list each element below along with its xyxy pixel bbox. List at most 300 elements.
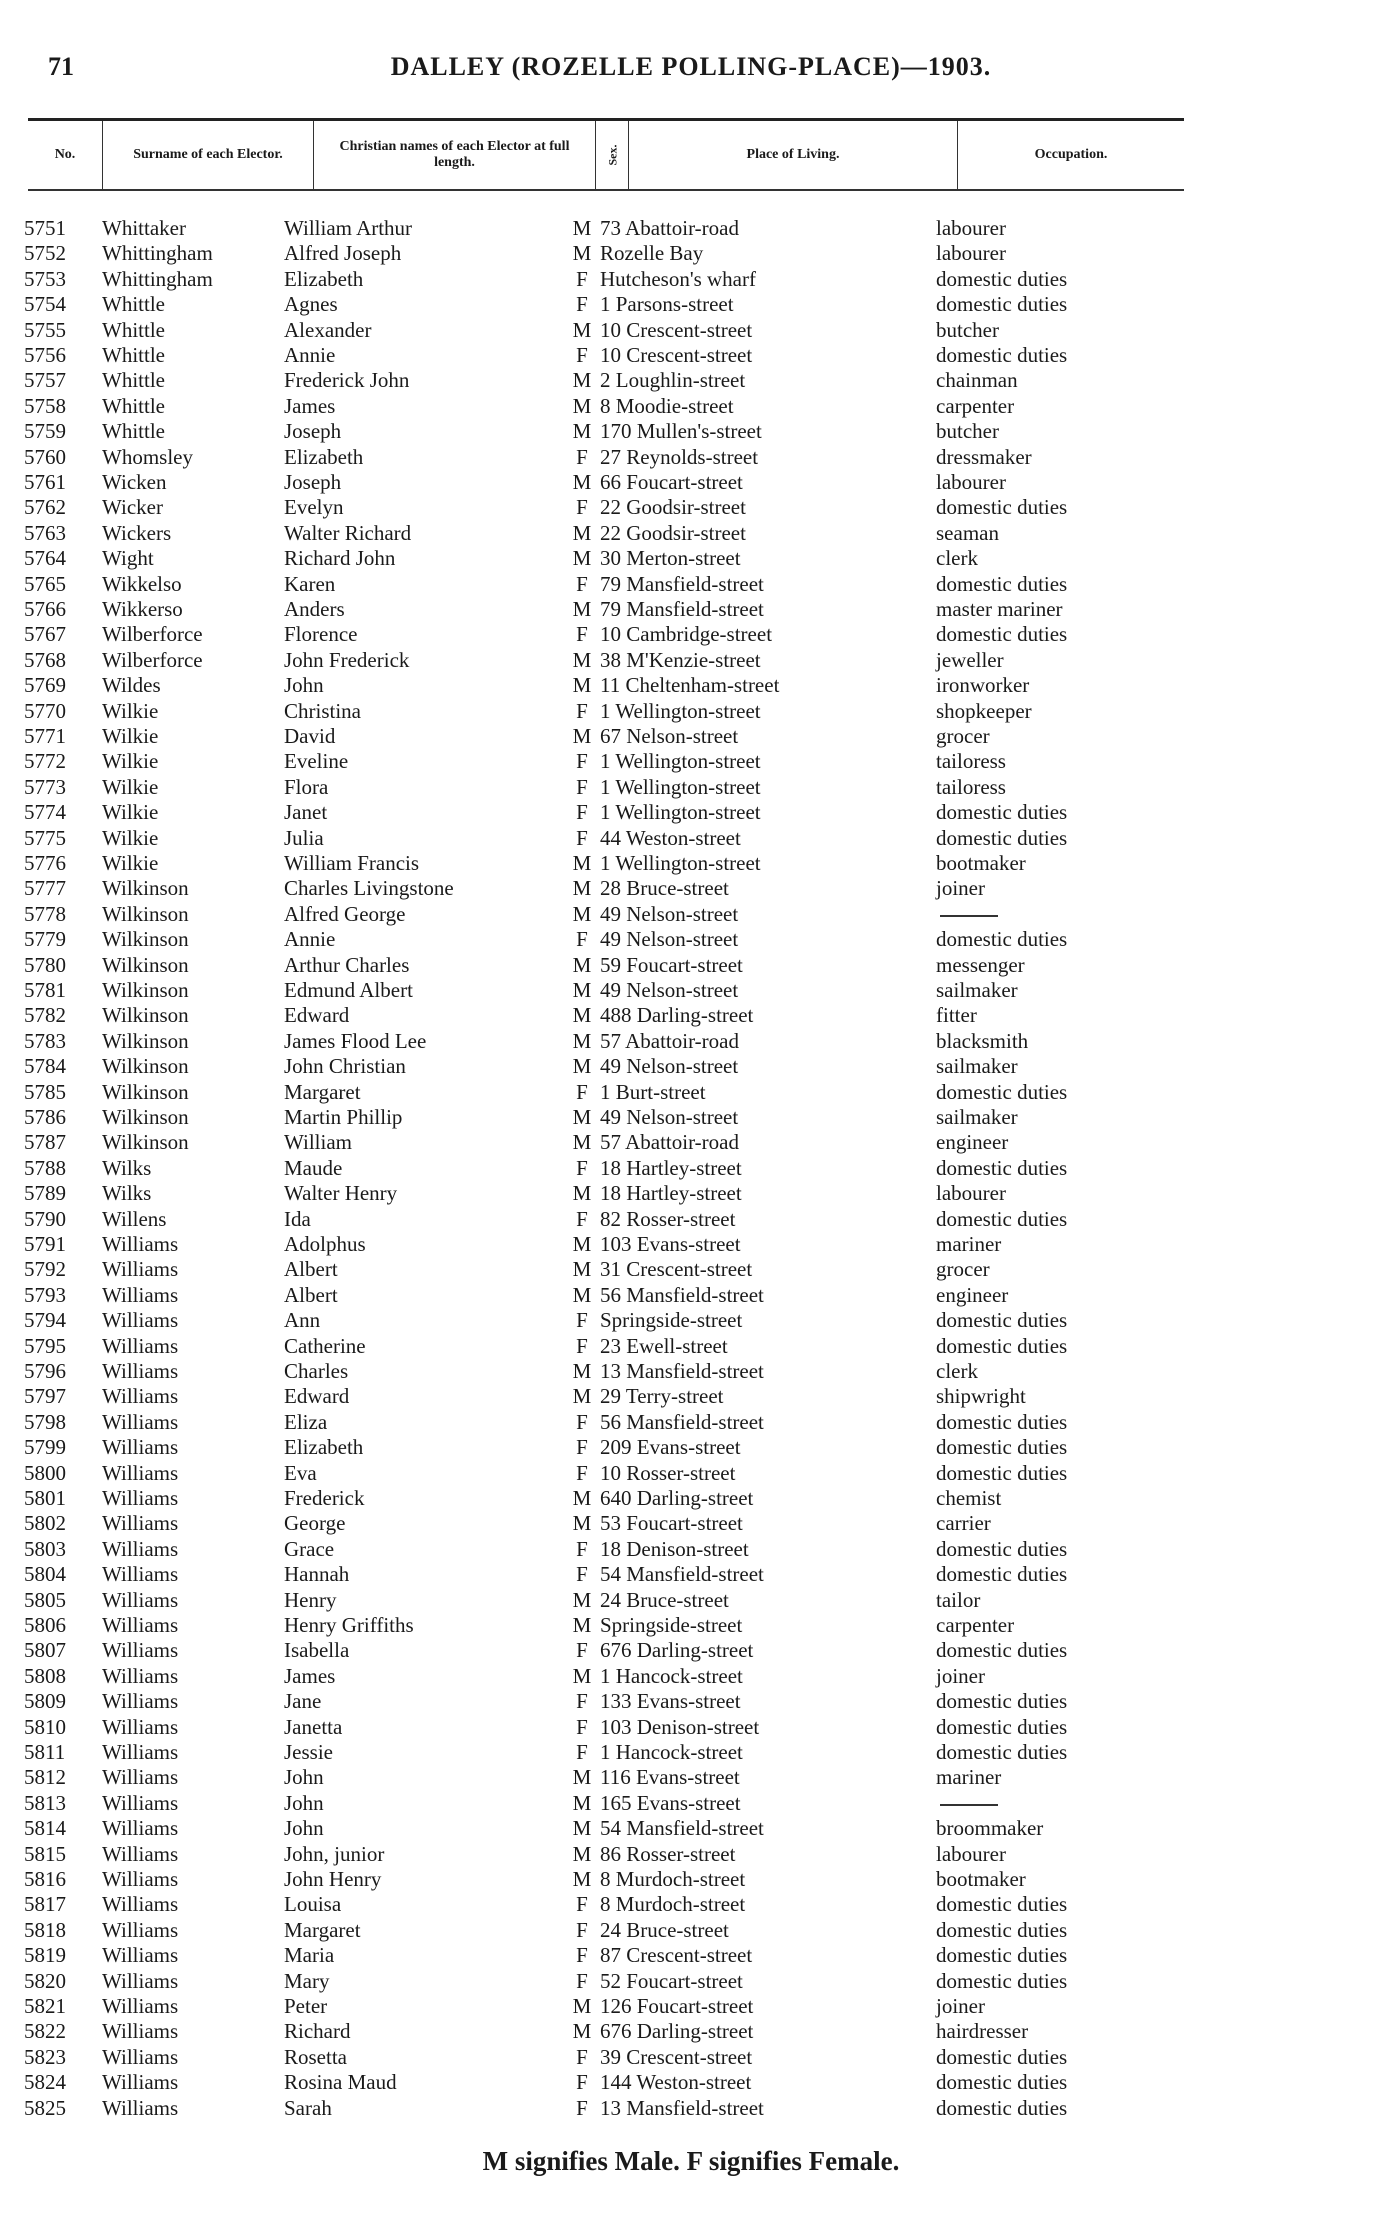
elector-sex: M	[572, 241, 592, 266]
elector-christian-names: Alfred George	[284, 901, 406, 926]
elector-surname: Wickers	[102, 520, 172, 545]
elector-occupation: domestic duties	[936, 571, 1068, 596]
elector-place-of-living: 23 Ewell-street	[600, 1333, 728, 1358]
elector-surname: Wilkinson	[102, 1105, 189, 1129]
elector-number: 5784	[24, 1054, 66, 1079]
table-row	[0, 1308, 1382, 1333]
elector-number: 5768	[24, 647, 66, 672]
elector-surname: Whittingham	[102, 241, 213, 266]
elector-christian-names: Joseph	[284, 419, 342, 444]
elector-occupation: dressmaker	[936, 444, 1032, 469]
table-row	[0, 1410, 1382, 1435]
elector-place-of-living: 1 Hancock-street	[600, 1663, 743, 1688]
elector-sex: F	[576, 1536, 588, 1561]
elector-number: 5778	[24, 901, 66, 926]
elector-surname: Williams	[102, 2070, 179, 2095]
elector-sex: M	[572, 1232, 592, 1256]
elector-surname: Wikkerso	[102, 597, 183, 621]
elector-number: 5770	[24, 698, 66, 723]
elector-surname: Wilkinson	[102, 876, 189, 901]
table-row	[0, 1918, 1382, 1943]
elector-number: 5783	[24, 1028, 66, 1053]
elector-place-of-living: 66 Foucart-street	[600, 470, 743, 494]
elector-sex: M	[572, 1816, 592, 1841]
elector-sex: M	[572, 952, 592, 977]
elector-surname: Williams	[102, 1613, 179, 1637]
elector-surname: Whittingham	[102, 266, 213, 291]
elector-place-of-living: 1 Burt-street	[600, 1079, 706, 1104]
elector-christian-names: Agnes	[284, 292, 338, 317]
elector-occupation: domestic duties	[936, 1740, 1068, 1764]
elector-place-of-living: 49 Nelson-street	[600, 978, 739, 1002]
elector-place-of-living: 56 Mansfield-street	[600, 1409, 764, 1434]
elector-christian-names: Louisa	[284, 1892, 342, 1917]
elector-number: 5764	[24, 546, 66, 571]
elector-place-of-living: Springside-street	[600, 1308, 743, 1333]
elector-number: 5763	[24, 520, 66, 545]
table-row	[0, 1689, 1382, 1714]
elector-occupation: blacksmith	[936, 1028, 1029, 1053]
elector-number: 5777	[24, 876, 66, 901]
elector-place-of-living: 54 Mansfield-street	[600, 1562, 764, 1587]
elector-christian-names: Hannah	[284, 1562, 350, 1587]
elector-sex: F	[576, 1689, 588, 1714]
elector-sex: M	[572, 673, 592, 698]
elector-sex: M	[572, 851, 592, 875]
elector-christian-names: Karen	[284, 571, 336, 596]
elector-place-of-living: 57 Abattoir-road	[600, 1130, 739, 1155]
elector-surname: Williams	[102, 1333, 179, 1358]
elector-place-of-living: 488 Darling-street	[600, 1003, 754, 1028]
elector-place-of-living: 57 Abattoir-road	[600, 1028, 739, 1053]
elector-occupation: domestic duties	[936, 1714, 1068, 1739]
elector-number: 5800	[24, 1460, 66, 1485]
table-row	[0, 1486, 1382, 1511]
elector-sex: M	[572, 1613, 592, 1637]
elector-christian-names: Margaret	[284, 1079, 361, 1104]
elector-number: 5809	[24, 1689, 66, 1714]
elector-number: 5775	[24, 825, 66, 850]
elector-sex: F	[576, 571, 588, 596]
elector-sex: F	[576, 343, 588, 367]
elector-occupation: butcher	[936, 317, 999, 342]
elector-number: 5801	[24, 1486, 66, 1510]
elector-number: 5814	[24, 1816, 66, 1841]
elector-place-of-living: 87 Crescent-street	[600, 1943, 753, 1968]
elector-occupation: domestic duties	[936, 1308, 1068, 1333]
elector-surname: Williams	[102, 2095, 179, 2120]
elector-occupation: carpenter	[936, 393, 1015, 418]
elector-place-of-living: 8 Moodie-street	[600, 393, 734, 418]
elector-christian-names: Florence	[284, 622, 358, 647]
elector-christian-names: Isabella	[284, 1638, 350, 1663]
elector-christian-names: Edward	[284, 1384, 350, 1409]
elector-place-of-living: 79 Mansfield-street	[600, 571, 764, 596]
elector-sex: M	[572, 1841, 592, 1866]
elector-number: 5807	[24, 1638, 66, 1663]
elector-place-of-living: 54 Mansfield-street	[600, 1816, 764, 1841]
elector-sex: F	[576, 1206, 588, 1231]
elector-place-of-living: 640 Darling-street	[600, 1486, 754, 1510]
elector-sex: F	[576, 1333, 588, 1358]
elector-surname: Williams	[102, 1587, 179, 1612]
elector-number: 5767	[24, 622, 66, 647]
elector-christian-names: George	[284, 1511, 346, 1536]
table-row	[0, 495, 1382, 520]
elector-occupation: fitter	[936, 1003, 977, 1028]
elector-surname: Wilkinson	[102, 1028, 189, 1053]
elector-christian-names: Frederick	[284, 1486, 365, 1510]
elector-number: 5766	[24, 597, 66, 621]
elector-surname: Wilks	[102, 1155, 152, 1180]
elector-sex: M	[572, 1587, 592, 1612]
elector-occupation: grocer	[936, 724, 990, 748]
elector-surname: Wilkie	[102, 749, 159, 774]
elector-occupation: seaman	[936, 520, 999, 545]
elector-surname: Wight	[102, 546, 154, 571]
table-row	[0, 1080, 1382, 1105]
table-row	[0, 1181, 1382, 1206]
elector-sex: M	[572, 1282, 592, 1307]
elector-sex: F	[576, 927, 588, 952]
elector-number: 5753	[24, 266, 66, 291]
elector-surname: Whomsley	[102, 444, 193, 469]
table-row	[0, 1156, 1382, 1181]
table-row	[0, 1435, 1382, 1460]
elector-place-of-living: 18 Hartley-street	[600, 1181, 742, 1206]
elector-place-of-living: 8 Murdoch-street	[600, 1867, 746, 1891]
elector-occupation: domestic duties	[936, 2095, 1068, 2120]
elector-number: 5789	[24, 1181, 66, 1206]
elector-christian-names: Joseph	[284, 470, 342, 494]
elector-place-of-living: 56 Mansfield-street	[600, 1282, 764, 1307]
elector-christian-names: John, junior	[284, 1841, 385, 1866]
elector-place-of-living: 39 Crescent-street	[600, 2044, 753, 2069]
elector-number: 5786	[24, 1105, 66, 1129]
elector-place-of-living: 1 Wellington-street	[600, 800, 761, 825]
elector-christian-names: Richard	[284, 2019, 351, 2044]
elector-occupation: master mariner	[936, 597, 1063, 621]
table-row	[0, 2019, 1382, 2044]
elector-occupation: engineer	[936, 1282, 1009, 1307]
elector-sex: F	[576, 1968, 588, 1993]
elector-occupation: domestic duties	[936, 927, 1068, 952]
table-row	[0, 318, 1382, 343]
table-row	[0, 953, 1382, 978]
elector-sex: F	[576, 800, 588, 825]
elector-christian-names: Margaret	[284, 1917, 361, 1942]
table-row	[0, 470, 1382, 495]
elector-christian-names: Ann	[284, 1308, 321, 1333]
elector-occupation: messenger	[936, 952, 1025, 977]
elector-christian-names: Edward	[284, 1003, 350, 1028]
table-row	[0, 1588, 1382, 1613]
elector-surname: Williams	[102, 1714, 179, 1739]
elector-christian-names: Frederick John	[284, 368, 410, 393]
table-row	[0, 826, 1382, 851]
elector-occupation: carpenter	[936, 1613, 1015, 1637]
elector-christian-names: Albert	[284, 1257, 338, 1282]
elector-number: 5776	[24, 851, 66, 875]
elector-occupation: domestic duties	[936, 1943, 1068, 1968]
table-row	[0, 2045, 1382, 2070]
elector-surname: Williams	[102, 1486, 179, 1510]
elector-place-of-living: 1 Wellington-street	[600, 851, 761, 875]
elector-surname: Williams	[102, 1308, 179, 1333]
elector-sex: M	[572, 901, 592, 926]
elector-sex: F	[576, 1943, 588, 1968]
table-row	[0, 597, 1382, 622]
elector-place-of-living: 86 Rosser-street	[600, 1841, 736, 1866]
elector-sex: F	[576, 825, 588, 850]
elector-place-of-living: 49 Nelson-street	[600, 927, 739, 952]
elector-place-of-living: 676 Darling-street	[600, 1638, 754, 1663]
elector-number: 5806	[24, 1613, 66, 1637]
elector-christian-names: Flora	[284, 774, 329, 799]
elector-place-of-living: 24 Bruce-street	[600, 1917, 729, 1942]
table-row	[0, 927, 1382, 952]
elector-number: 5795	[24, 1333, 66, 1358]
elector-surname: Williams	[102, 1765, 179, 1790]
elector-place-of-living: 28 Bruce-street	[600, 876, 729, 901]
elector-surname: Williams	[102, 1943, 179, 1968]
elector-place-of-living: 103 Denison-street	[600, 1714, 760, 1739]
elector-sex: F	[576, 266, 588, 291]
elector-number: 5785	[24, 1079, 66, 1104]
elector-occupation: joiner	[936, 1994, 985, 2018]
elector-surname: Williams	[102, 1511, 179, 1536]
elector-sex: M	[572, 1384, 592, 1409]
elector-sex: M	[572, 978, 592, 1002]
elector-surname: Whittle	[102, 343, 165, 367]
elector-christian-names: Peter	[284, 1994, 328, 2018]
elector-number: 5765	[24, 571, 66, 596]
elector-occupation: domestic duties	[936, 1638, 1068, 1663]
elector-occupation: jeweller	[936, 647, 1004, 672]
table-row	[0, 1943, 1382, 1968]
page-number: 71	[48, 52, 74, 81]
elector-surname: Wilberforce	[102, 622, 203, 647]
elector-sex: M	[572, 1003, 592, 1028]
elector-surname: Williams	[102, 1409, 179, 1434]
elector-number: 5796	[24, 1359, 66, 1383]
elector-christian-names: Alexander	[284, 317, 372, 342]
elector-place-of-living: 52 Foucart-street	[600, 1968, 743, 1993]
elector-occupation: domestic duties	[936, 1536, 1068, 1561]
elector-occupation: domestic duties	[936, 1333, 1068, 1358]
elector-number: 5813	[24, 1790, 66, 1815]
elector-surname: Whittle	[102, 292, 165, 317]
elector-occupation: butcher	[936, 419, 999, 444]
elector-occupation: tailor	[936, 1587, 981, 1612]
elector-occupation: engineer	[936, 1130, 1009, 1155]
elector-place-of-living: 8 Murdoch-street	[600, 1892, 746, 1917]
elector-number: 5818	[24, 1917, 66, 1942]
elector-place-of-living: 44 Weston-street	[600, 825, 741, 850]
table-row	[0, 1562, 1382, 1587]
elector-christian-names: James	[284, 393, 336, 418]
elector-sex: M	[572, 1028, 592, 1053]
elector-sex: M	[572, 368, 592, 393]
elector-sex: M	[572, 1130, 592, 1155]
elector-surname: Wikkelso	[102, 571, 182, 596]
elector-sex: F	[576, 698, 588, 723]
elector-sex: F	[576, 1917, 588, 1942]
elector-christian-names: Eliza	[284, 1409, 328, 1434]
elector-place-of-living: 22 Goodsir-street	[600, 495, 746, 520]
elector-occupation: domestic duties	[936, 1079, 1068, 1104]
elector-sex: M	[572, 216, 592, 240]
elector-place-of-living: 2 Loughlin-street	[600, 368, 746, 393]
elector-surname: Williams	[102, 1892, 179, 1917]
table-row	[0, 1816, 1382, 1841]
elector-number: 5756	[24, 343, 66, 367]
elector-number: 5755	[24, 317, 66, 342]
elector-surname: Williams	[102, 2019, 179, 2044]
elector-sex: M	[572, 1867, 592, 1891]
elector-place-of-living: 11 Cheltenham-street	[600, 673, 780, 698]
elector-sex: F	[576, 2095, 588, 2120]
elector-occupation: shopkeeper	[936, 698, 1032, 723]
elector-christian-names: Evelyn	[284, 495, 344, 520]
elector-number: 5762	[24, 495, 66, 520]
table-header	[28, 118, 1184, 191]
elector-christian-names: Arthur Charles	[284, 952, 410, 977]
elector-place-of-living: 38 M'Kenzie-street	[600, 647, 761, 672]
elector-number: 5821	[24, 1994, 66, 2018]
elector-christian-names: William	[284, 1130, 352, 1155]
elector-place-of-living: 1 Wellington-street	[600, 698, 761, 723]
elector-surname: Williams	[102, 1663, 179, 1688]
elector-number: 5797	[24, 1384, 66, 1409]
table-row	[0, 1257, 1382, 1282]
table-row	[0, 876, 1382, 901]
table-row	[0, 622, 1382, 647]
elector-number: 5794	[24, 1308, 66, 1333]
elector-occupation: domestic duties	[936, 1917, 1068, 1942]
elector-place-of-living: 1 Parsons-street	[600, 292, 734, 317]
elector-sex: F	[576, 1155, 588, 1180]
elector-number: 5780	[24, 952, 66, 977]
table-row	[0, 699, 1382, 724]
elector-christian-names: Janet	[284, 800, 328, 825]
elector-sex: M	[572, 647, 592, 672]
elector-place-of-living: 82 Rosser-street	[600, 1206, 736, 1231]
table-row	[0, 648, 1382, 673]
elector-surname: Williams	[102, 1917, 179, 1942]
elector-place-of-living: 1 Wellington-street	[600, 749, 761, 774]
elector-christian-names: John Frederick	[284, 647, 410, 672]
elector-surname: Wicken	[102, 470, 167, 494]
elector-sex: F	[576, 495, 588, 520]
elector-number: 5774	[24, 800, 66, 825]
elector-surname: Williams	[102, 1994, 179, 2018]
elector-christian-names: Jessie	[284, 1740, 333, 1764]
table-row	[0, 724, 1382, 749]
elector-place-of-living: Springside-street	[600, 1613, 743, 1637]
elector-number: 5798	[24, 1409, 66, 1434]
elector-place-of-living: 29 Terry-street	[600, 1384, 724, 1409]
elector-christian-names: Jane	[284, 1689, 322, 1714]
column-header-no: No.	[28, 121, 103, 189]
elector-sex: F	[576, 1079, 588, 1104]
elector-place-of-living: 18 Hartley-street	[600, 1155, 742, 1180]
elector-number: 5805	[24, 1587, 66, 1612]
elector-sex: F	[576, 2070, 588, 2095]
elector-place-of-living: 49 Nelson-street	[600, 901, 739, 926]
elector-occupation: domestic duties	[936, 1409, 1068, 1434]
table-row	[0, 1207, 1382, 1232]
elector-occupation: domestic duties	[936, 495, 1068, 520]
elector-number: 5773	[24, 774, 66, 799]
elector-sex: F	[576, 774, 588, 799]
table-row	[0, 1334, 1382, 1359]
elector-sex: F	[576, 1714, 588, 1739]
elector-occupation: domestic duties	[936, 1689, 1068, 1714]
elector-number: 5788	[24, 1155, 66, 1180]
elector-number: 5822	[24, 2019, 66, 2044]
elector-occupation: bootmaker	[936, 1867, 1026, 1891]
table-row	[0, 1892, 1382, 1917]
elector-christian-names: Charles	[284, 1359, 349, 1383]
elector-christian-names: Rosetta	[284, 2044, 347, 2069]
elector-christian-names: William Francis	[284, 851, 420, 875]
elector-surname: Williams	[102, 1841, 179, 1866]
elector-number: 5804	[24, 1562, 66, 1587]
elector-place-of-living: 79 Mansfield-street	[600, 597, 764, 621]
table-row	[0, 1232, 1382, 1257]
elector-sex: M	[572, 317, 592, 342]
elector-surname: Wilkie	[102, 800, 159, 825]
elector-number: 5802	[24, 1511, 66, 1536]
column-header-occupation: Occupation.	[1034, 147, 1108, 162]
elector-sex: M	[572, 1359, 592, 1383]
elector-surname: Williams	[102, 2044, 179, 2069]
elector-sex: F	[576, 749, 588, 774]
elector-occupation: domestic duties	[936, 1206, 1068, 1231]
elector-occupation: domestic duties	[936, 1892, 1068, 1917]
page-title: DALLEY (ROZELLE POLLING-PLACE)—1903.	[390, 52, 992, 81]
elector-occupation: ironworker	[936, 673, 1030, 698]
elector-place-of-living: 59 Foucart-street	[600, 952, 743, 977]
elector-number: 5819	[24, 1943, 66, 1968]
elector-number: 5812	[24, 1765, 66, 1790]
elector-occupation: labourer	[936, 241, 1006, 266]
elector-number: 5820	[24, 1968, 66, 1993]
elector-christian-names: Annie	[284, 927, 336, 952]
elector-sex: M	[572, 1663, 592, 1688]
elector-occupation: sailmaker	[936, 1105, 1018, 1129]
elector-number: 5758	[24, 393, 66, 418]
table-row	[0, 1384, 1382, 1409]
elector-number: 5793	[24, 1282, 66, 1307]
elector-number: 5799	[24, 1435, 66, 1460]
elector-occupation: broommaker	[936, 1816, 1044, 1841]
table-row	[0, 267, 1382, 292]
elector-occupation: sailmaker	[936, 978, 1018, 1002]
elector-christian-names: Ida	[284, 1206, 311, 1231]
table-row	[0, 1105, 1382, 1130]
table-row	[0, 521, 1382, 546]
elector-christian-names: John Christian	[284, 1054, 406, 1079]
elector-number: 5808	[24, 1663, 66, 1688]
elector-sex: M	[572, 419, 592, 444]
elector-occupation: domestic duties	[936, 1968, 1068, 1993]
elector-christian-names: Maude	[284, 1155, 343, 1180]
elector-sex: F	[576, 1892, 588, 1917]
elector-number: 5760	[24, 444, 66, 469]
elector-number: 5759	[24, 419, 66, 444]
